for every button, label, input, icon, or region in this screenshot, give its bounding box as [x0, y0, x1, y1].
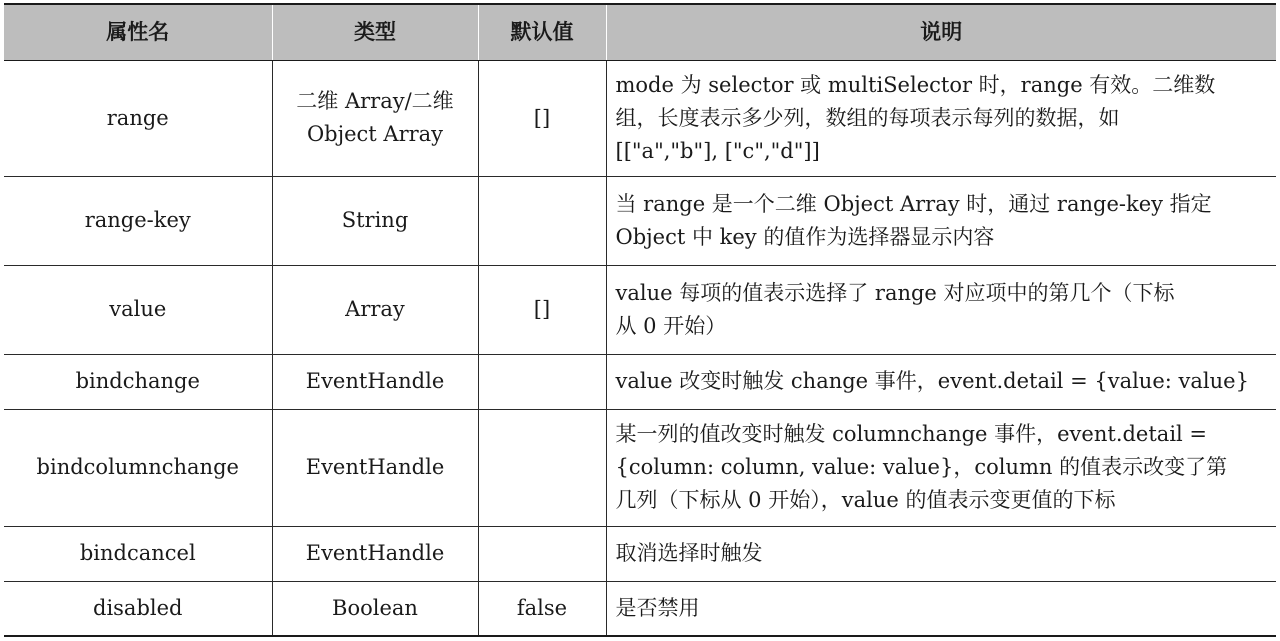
attribute-table [4, 3, 1276, 637]
desc-line: 某一列的值改变时触发 columnchange 事件，event.detail = [615, 422, 1208, 447]
header-description: 说明 [606, 4, 1276, 61]
cell-name: value [4, 265, 272, 354]
table-row-bindcolumnchange [4, 409, 1276, 527]
desc-line: 是否禁用 [615, 595, 700, 620]
cell-default [478, 527, 606, 582]
table-row-value [4, 265, 1276, 354]
desc-line: value 改变时触发 change 事件，event.detail = {value: value} [615, 369, 1249, 394]
cell-description [606, 409, 1276, 527]
desc-line: Object 中 key 的值作为选择器显示内容 [615, 224, 995, 249]
desc-line: mode 为 selector 或 multiSelector 时，range 有效。二维数 [615, 72, 1216, 97]
table-row-range [4, 61, 1276, 177]
cell-default [478, 409, 606, 527]
desc-line: 当 range 是一个二维 Object Array 时，通过 range-key 指定 [615, 191, 1212, 216]
cell-name: bindcancel [4, 527, 272, 582]
desc-line: 取消选择时触发 [615, 541, 763, 566]
desc-line: [["a","b"], ["c","d"]] [615, 138, 820, 163]
desc-line: value 每项的值表示选择了 range 对应项中的第几个（下标 [615, 280, 1175, 305]
desc-line: 从 0 开始） [615, 313, 727, 338]
cell-default: false [478, 581, 606, 636]
header-row [4, 4, 1276, 61]
cell-description [606, 527, 1276, 582]
cell-name: range-key [4, 176, 272, 265]
cell-type: Boolean [272, 581, 478, 636]
cell-default [478, 354, 606, 409]
header-name: 属性名 [4, 4, 272, 61]
cell-type [272, 61, 478, 177]
cell-name: bindcolumnchange [4, 409, 272, 527]
cell-type: EventHandle [272, 354, 478, 409]
cell-default: [] [478, 61, 606, 177]
cell-name: bindchange [4, 354, 272, 409]
table-row-disabled [4, 581, 1276, 636]
cell-default: [] [478, 265, 606, 354]
table-row-range-key [4, 176, 1276, 265]
desc-line: 组，长度表示多少列，数组的每项表示每列的数据，如 [615, 105, 1120, 130]
cell-type: Array [272, 265, 478, 354]
cell-type: EventHandle [272, 409, 478, 527]
cell-default [478, 176, 606, 265]
header-type: 类型 [272, 4, 478, 61]
desc-line: 几列（下标从 0 开始），value 的值表示变更值的下标 [615, 488, 1116, 513]
cell-type-line: Object Array [306, 122, 444, 147]
table-row-bindchange [4, 354, 1276, 409]
cell-description [606, 176, 1276, 265]
cell-description [606, 61, 1276, 177]
cell-type-line: 二维 Array/二维 [296, 89, 454, 114]
header-default: 默认值 [478, 4, 606, 61]
cell-description [606, 354, 1276, 409]
cell-name: disabled [4, 581, 272, 636]
cell-type: EventHandle [272, 527, 478, 582]
cell-name: range [4, 61, 272, 177]
desc-line: {column: column, value: value}，column 的值表示改变了第 [615, 455, 1228, 480]
table-row-bindcancel [4, 527, 1276, 582]
cell-description [606, 265, 1276, 354]
cell-type: String [272, 176, 478, 265]
cell-description [606, 581, 1276, 636]
